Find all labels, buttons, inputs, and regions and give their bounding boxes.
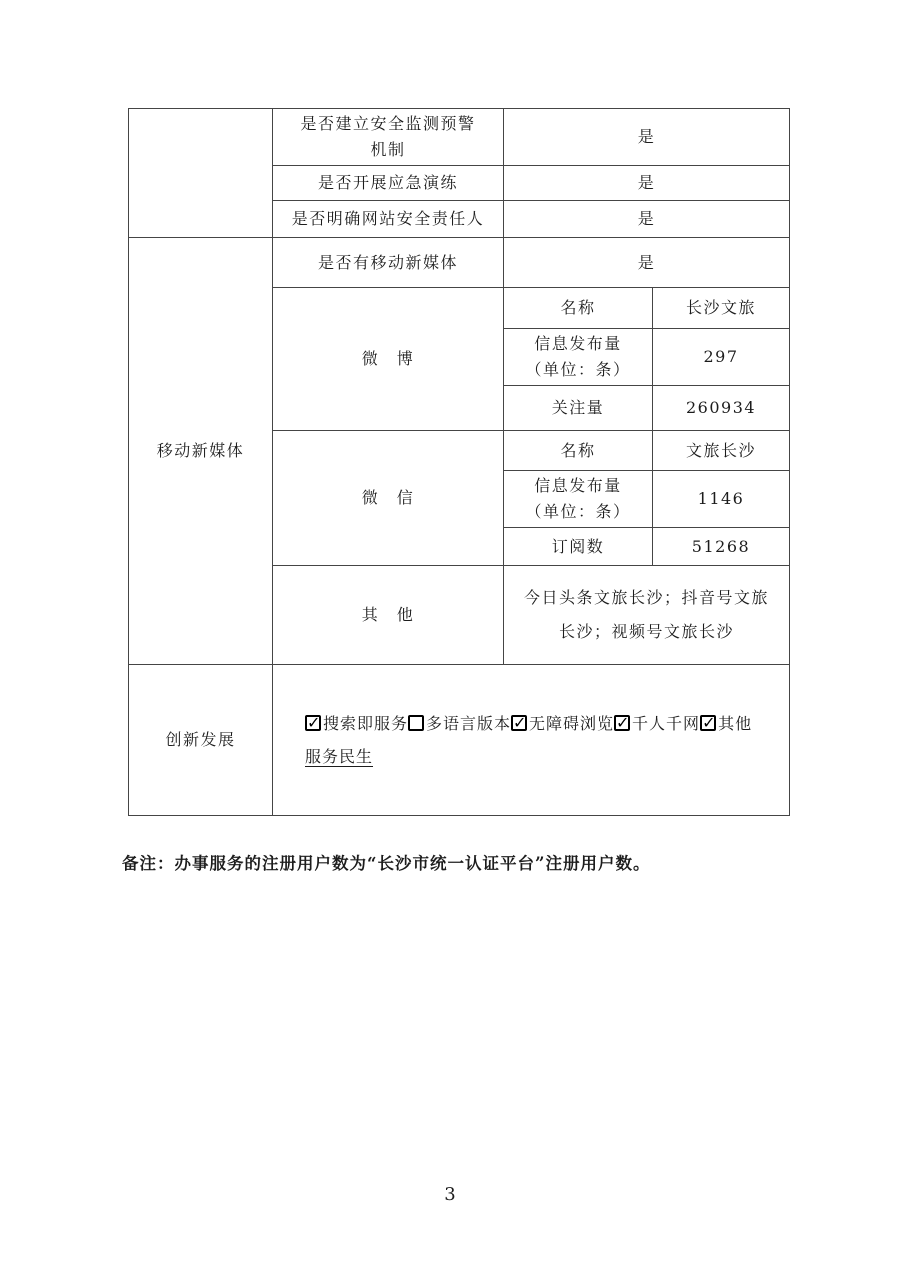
checkbox-icon[interactable] <box>511 715 527 731</box>
metric-cell: 名称 <box>504 431 653 471</box>
security-answer-cell: 是 <box>504 201 790 238</box>
other-platforms-value-cell: 今日头条文旅长沙；抖音号文旅长沙；视频号文旅长沙 <box>504 566 790 665</box>
checkbox-icon[interactable] <box>305 715 321 731</box>
option-label: 无障碍浏览 <box>529 714 615 733</box>
metric-text: 信息发布量 <box>534 476 622 495</box>
option-label: 千人千网 <box>632 714 701 733</box>
value-cell: 297 <box>653 329 790 386</box>
category-cell-mobile-media: 移动新媒体 <box>129 238 273 665</box>
value-cell: 长沙文旅 <box>653 288 790 329</box>
option-personalized-web <box>614 714 700 733</box>
annual-report-table <box>128 108 790 816</box>
value-cell: 51268 <box>653 528 790 566</box>
option-multilingual <box>408 714 511 733</box>
value-cell: 文旅长沙 <box>653 431 790 471</box>
table-row <box>129 665 790 816</box>
metric-unit-text: （单位：条） <box>525 360 631 379</box>
has-newmedia-question-cell: 是否有移动新媒体 <box>273 238 504 288</box>
option-other <box>700 714 752 733</box>
category-cell-innovation: 创新发展 <box>129 665 273 816</box>
option-accessibility <box>511 714 614 733</box>
metric-cell: 名称 <box>504 288 653 329</box>
security-question-cell: 是否开展应急演练 <box>273 166 504 201</box>
platform-cell-weibo: 微 博 <box>273 288 504 431</box>
metric-text: 信息发布量 <box>534 334 622 353</box>
innovation-options-cell <box>273 665 790 816</box>
page-number: 3 <box>444 1184 456 1205</box>
metric-unit-text: （单位：条） <box>525 502 631 521</box>
checkbox-icon[interactable] <box>408 715 424 731</box>
option-label: 搜索即服务 <box>323 714 409 733</box>
value-cell: 1146 <box>653 471 790 528</box>
metric-cell <box>504 471 653 528</box>
category-cell-blank <box>129 109 273 238</box>
metric-cell <box>504 329 653 386</box>
checkbox-icon[interactable] <box>700 715 716 731</box>
has-newmedia-answer-cell: 是 <box>504 238 790 288</box>
footnote-text: 办事服务的注册用户数为“长沙市统一认证平台”注册用户数。 <box>174 854 651 873</box>
table-row <box>129 238 790 288</box>
platform-cell-wechat: 微 信 <box>273 431 504 566</box>
security-answer-cell: 是 <box>504 166 790 201</box>
security-question-cell: 是否明确网站安全责任人 <box>273 201 504 238</box>
option-search-service <box>305 714 408 733</box>
platform-cell-other: 其 他 <box>273 566 504 665</box>
security-question-text: 是否建立安全监测预警机制 <box>300 114 476 159</box>
footnote <box>122 852 822 876</box>
other-fill-in-text: 服务民生 <box>305 747 374 766</box>
security-answer-cell: 是 <box>504 109 790 166</box>
checkbox-icon[interactable] <box>614 715 630 731</box>
option-label: 多语言版本 <box>426 714 512 733</box>
table-row <box>129 109 790 166</box>
value-cell: 260934 <box>653 386 790 431</box>
metric-cell: 关注量 <box>504 386 653 431</box>
metric-cell: 订阅数 <box>504 528 653 566</box>
option-label: 其他 <box>718 714 753 733</box>
footnote-label: 备注： <box>122 854 175 873</box>
security-question-cell <box>273 109 504 166</box>
